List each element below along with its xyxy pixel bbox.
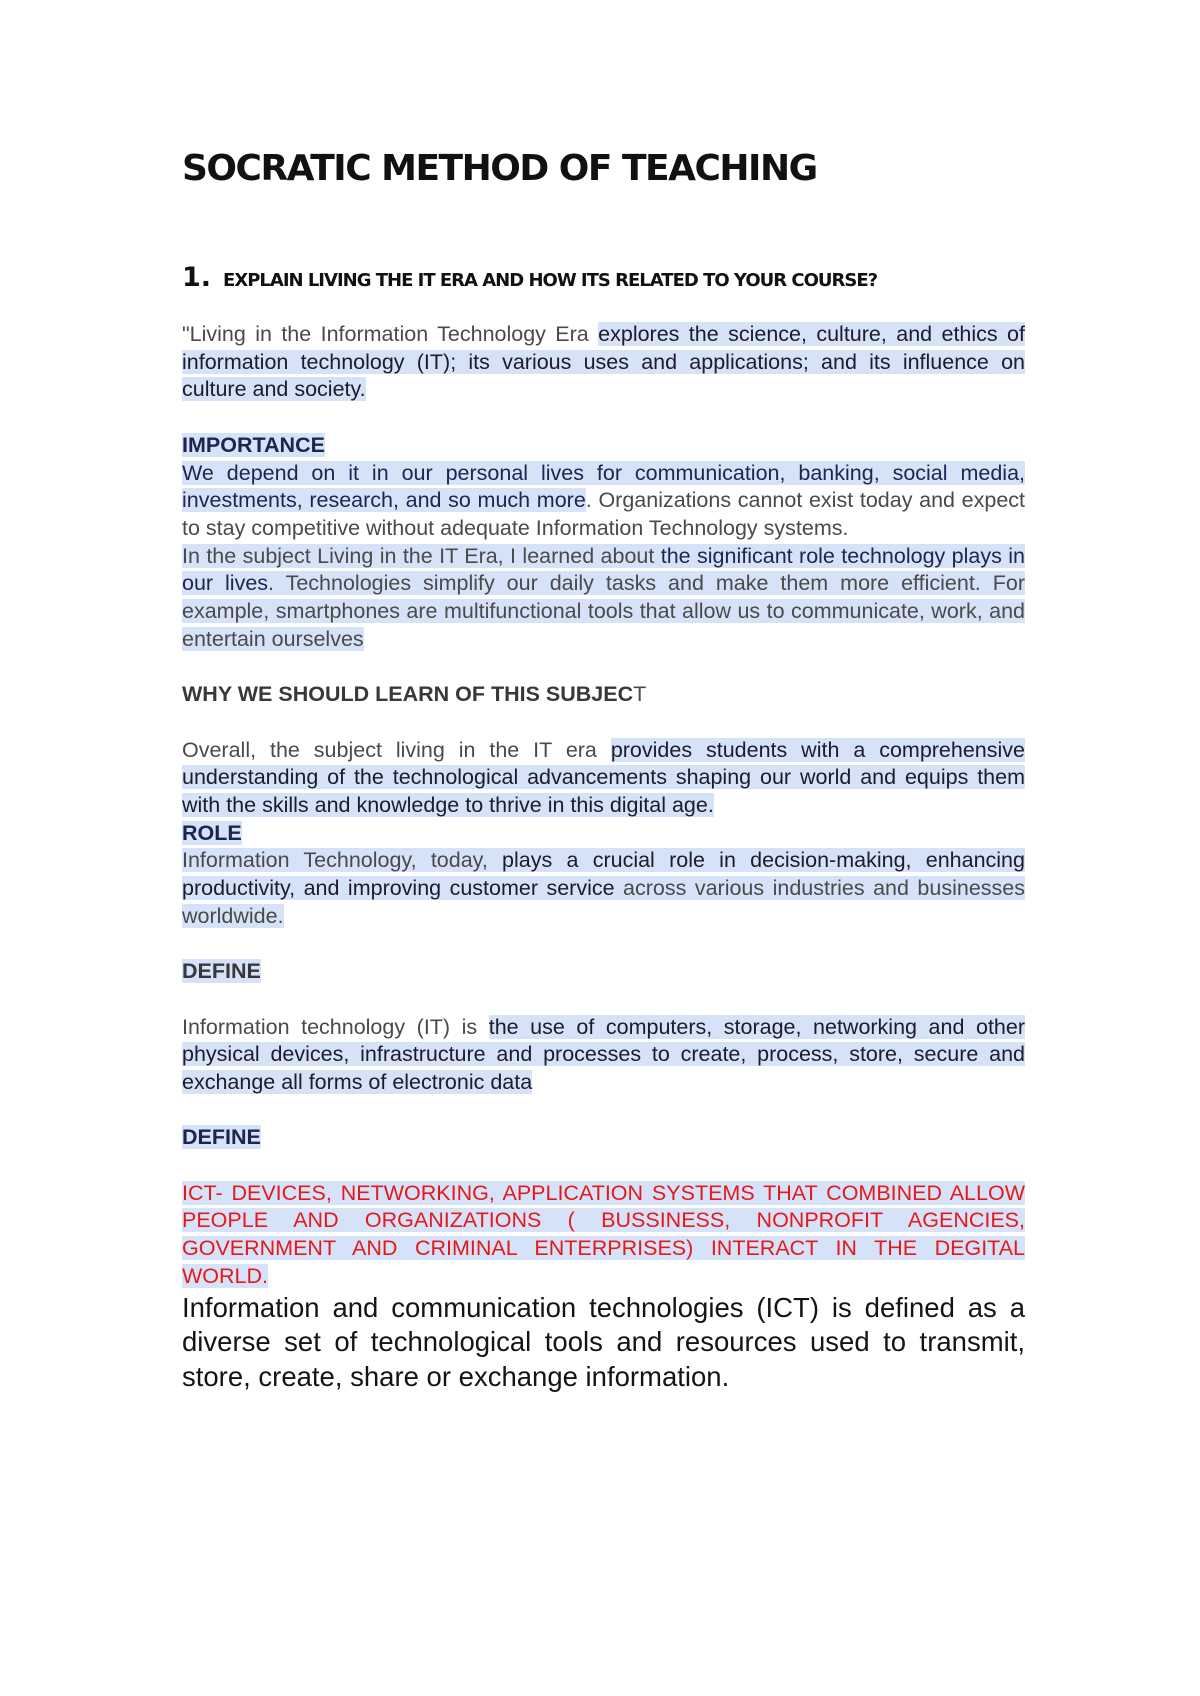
importance-p2-highlight: the significant role technology plays in our lives xyxy=(182,543,1025,596)
role-heading-text: ROLE xyxy=(182,820,242,845)
question-text: EXPLAIN LIVING THE IT ERA AND HOW ITS RELATED TO YOUR COURSE? xyxy=(223,270,878,291)
question-heading xyxy=(182,262,1025,293)
role-highlight: plays a crucial role in decision-making, enhancing productivity, and improving customer service xyxy=(182,848,1025,901)
importance-paragraph-1 xyxy=(182,460,1025,543)
why-highlight: provides students with a comprehensive understanding of the technological advancements shaping our world and equips them with the skills and knowledge to thrive in this digital age. xyxy=(182,737,1025,817)
define-it-start: Information technology (IT) is xyxy=(182,1014,489,1039)
ict-definition-paragraph: Information and communication technologies (ICT) is defined as a diverse set of technological tools and resources used to transmit, store, create, share or exchange information. xyxy=(182,1291,1025,1392)
importance-heading-text: IMPORTANCE xyxy=(182,432,325,457)
ict-red-paragraph xyxy=(182,1180,1025,1291)
document-title: SOCRATIC METHOD OF TEACHING xyxy=(182,148,817,189)
why-heading-tail: T xyxy=(633,682,647,707)
document-body xyxy=(182,321,1025,1394)
role-start: Information Technology, today, xyxy=(182,848,503,873)
intro-highlight: explores the science, culture, and ethics of information technology (IT); its various uses and applications; and its influence on culture and society. xyxy=(182,322,1025,402)
define-heading-2-text: DEFINE xyxy=(182,1125,261,1150)
importance-p1-rest: . Organizations cannot exist today and expect to stay competitive without adequate Information Technology systems. xyxy=(182,488,1026,540)
importance-p2-start: In the subject Living in the IT Era, I learned about xyxy=(182,543,661,568)
define-it-highlight: the use of computers, storage, networking and other physical devices, infrastructure and processes to create, process, store, secure and exchange all forms of electronic data xyxy=(182,1014,1025,1094)
role-rest: across various industries and businesses worldwide. xyxy=(182,876,1025,928)
why-start: Overall, the subject living in the IT era xyxy=(182,737,611,762)
question-number: 1. xyxy=(182,262,212,293)
role-heading xyxy=(182,820,1025,848)
define-it-paragraph xyxy=(182,1014,1025,1097)
why-heading-text: WHY WE SHOULD LEARN OF THIS SUBJEC xyxy=(182,682,634,707)
intro-paragraph xyxy=(182,321,1025,404)
define-heading-1-text: DEFINE xyxy=(182,959,261,984)
importance-p2-rest: . Technologies simplify our daily tasks and make them more efficient. For example, smartphones are multifunctional tools that allow us to communicate, work, and entertain ourselves xyxy=(182,571,1025,651)
importance-heading xyxy=(182,432,1025,460)
define-heading-2 xyxy=(182,1124,1025,1152)
why-heading xyxy=(182,681,1025,709)
role-paragraph xyxy=(182,847,1025,930)
importance-paragraph-2 xyxy=(182,543,1025,654)
importance-p1-highlight: We depend on it in our personal lives for communication, banking, social media, investments, research, and so much more xyxy=(182,460,1025,513)
define-heading-1 xyxy=(182,958,1025,986)
ict-red-text: ICT- DEVICES, NETWORKING, APPLICATION SYSTEMS THAT COMBINED ALLOW PEOPLE AND ORGANIZATIONS ( BUSSINESS, NONPROFIT AGENCIES, GOVERNMENT AND CRIMINAL ENTERPRISES) INTERACT IN THE DEGITAL WORLD. xyxy=(182,1180,1025,1288)
intro-plain: "Living in the Information Technology Era xyxy=(182,322,599,346)
why-paragraph xyxy=(182,737,1025,820)
